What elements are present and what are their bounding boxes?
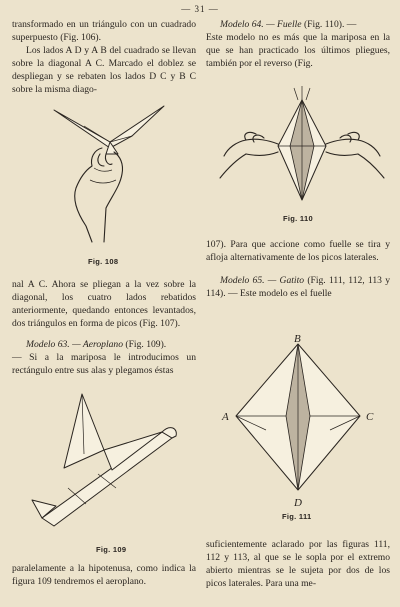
label-b: B <box>294 333 301 345</box>
model-63-ref: (Fig. 109). <box>125 339 167 350</box>
label-a: A <box>222 411 229 423</box>
right-bottom-text <box>206 538 390 590</box>
figure-110-caption: Fig. 110 <box>283 214 313 223</box>
figure-111-illustration <box>206 330 390 510</box>
left-para-1: transformado en un triángulo con un cuadrado superpuesto (Fig. 106). <box>12 19 196 43</box>
model-64-title: Modelo 64. — Fuelle <box>220 19 302 30</box>
model-65-ref: (Fig. 111, 112, 113 y 114). — Este modelo es el fuelle <box>206 275 390 299</box>
right-para-3: suficientemente aclarado por las figuras 111, 112 y 113, al que se le sopla por el extremo abierto mientras se le sujeta por dos de los picos laterales. Para una me- <box>206 539 390 589</box>
model-65-title: Modelo 65. — Gatito <box>220 275 305 286</box>
model-65-heading <box>206 274 390 300</box>
figure-109-caption: Fig. 109 <box>96 545 127 554</box>
label-d: D <box>294 497 302 509</box>
left-para-2: Los lados A D y A B del cuadrado se llevan sobre la diagonal A C. Marcado el doblez se despliegan y se rebaten los lados D C y B C sobre la misma diago- <box>12 45 196 95</box>
model-63-heading <box>12 338 196 351</box>
figure-110-illustration <box>206 82 390 212</box>
label-c: C <box>366 411 374 423</box>
right-middle-text <box>206 238 390 300</box>
model-64-ref: (Fig. 110). — <box>303 19 357 30</box>
left-middle-text <box>12 278 196 377</box>
left-para-5: paralelamente a la hipotenusa, como indica la figura 109 tendremos el aeroplano. <box>12 563 196 587</box>
right-para-2: 107). Para que accione como fuelle se tira y afloja alternativamente de los picos laterales. <box>206 239 390 263</box>
figure-111-caption: Fig. 111 <box>282 512 312 521</box>
model-64-heading <box>206 18 390 31</box>
figure-108-caption: Fig. 108 <box>88 257 119 266</box>
right-top-text <box>206 18 390 70</box>
left-bottom-text <box>12 562 196 588</box>
left-para-3: nal A C. Ahora se pliegan a la vez sobre la diagonal, los cuatro lados rebatidos anteriormente, quedando entonces levantados, dos triángulos en forma de picos (Fig. 107). <box>12 279 196 329</box>
right-para-1: Este modelo no es más que la mariposa en la que se han practicado los últimos pliegues, también por el reverso (Fig. <box>206 32 390 69</box>
figure-108-illustration <box>14 96 198 246</box>
figure-109-illustration <box>12 388 196 538</box>
left-para-4: — Si a la mariposa le introducimos un rectángulo entre sus alas y plegamos éstas <box>12 352 196 376</box>
left-top-text <box>12 18 196 96</box>
model-63-title: Modelo 63. — Aeroplano <box>26 339 123 350</box>
page-number: — 31 — <box>181 4 219 14</box>
